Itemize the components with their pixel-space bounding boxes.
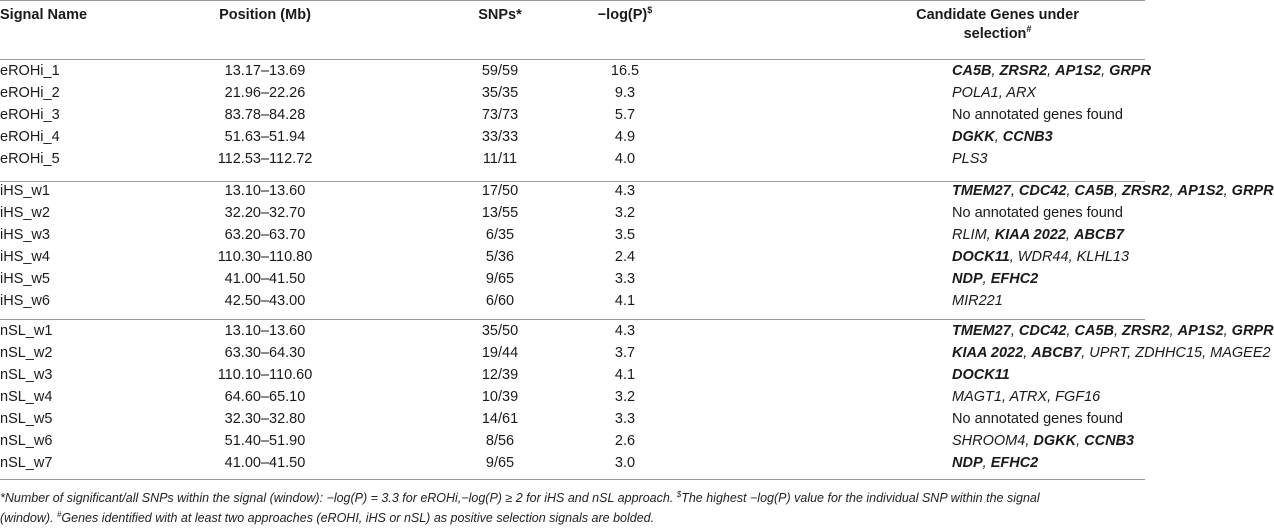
cell-signal-name: eROHi_5 [0,151,60,167]
gene-text: , [1223,323,1232,339]
cell-logp: 4.1 [614,367,636,383]
header-snps: SNPs* [478,7,522,23]
cell-position: 110.10–110.60 [217,367,313,383]
cell-signal-name: iHS_w5 [0,271,50,287]
cell-position: 41.00–41.50 [224,455,306,471]
cell-candidate-genes [952,320,1274,342]
table-footnote [0,488,1145,528]
gene-name-bold: AP1S2 [1055,63,1102,79]
gene-name-bold: CA5B [1074,323,1114,339]
table-row [0,290,1145,312]
gene-name-bold: ZRSR2 [1122,323,1170,339]
header-signal-name: Signal Name [0,7,88,23]
cell-snps: 17/50 [481,183,519,199]
gene-name-bold: GRPR [1109,63,1152,79]
cell-snps: 19/44 [481,345,519,361]
cell-position: 13.10–13.60 [224,183,306,199]
cell-logp: 2.4 [614,249,636,265]
header-genes-sup: # [1026,24,1032,35]
gene-text: MAGT1, ATRX, FGF16 [952,389,1101,405]
cell-signal-name: eROHi_2 [0,85,60,101]
cell-position: 51.63–51.94 [224,129,306,145]
cell-snps: 35/50 [481,323,519,339]
table-row [0,246,1145,268]
table-row [0,408,1145,430]
gene-name-bold: KIAA 2022 [952,345,1024,361]
cell-logp: 3.3 [614,411,636,427]
cell-snps: 5/36 [485,249,515,265]
gene-name-bold: KIAA 2022 [994,227,1066,243]
cell-signal-name: iHS_w3 [0,227,50,243]
cell-snps: 33/33 [481,129,519,145]
gene-name-bold: AP1S2 [1177,183,1224,199]
cell-signal-name: iHS_w2 [0,205,50,221]
cell-signal-name: eROHi_1 [0,63,60,79]
gene-text: , [1169,323,1178,339]
cell-candidate-genes [952,386,1100,408]
cell-position: 112.53–112.72 [217,151,313,167]
gene-text: PLS3 [952,151,988,167]
cell-position: 63.30–64.30 [224,345,306,361]
gene-text: No annotated genes found [952,411,1123,427]
cell-signal-name: iHS_w1 [0,183,50,199]
header-logp-label: −log(P) [597,7,648,23]
cell-candidate-genes [952,408,1123,430]
gene-text: MIR221 [952,293,1003,309]
cell-logp: 4.3 [614,323,636,339]
cell-logp: 9.3 [614,85,636,101]
cell-snps: 73/73 [481,107,519,123]
header-genes-line1: Candidate Genes under [916,7,1079,23]
gene-name-bold: CCNB3 [1002,129,1053,145]
footnote-line1-b: The highest −log(P) value for the individual SNP within the signal [681,491,1040,505]
table-row [0,60,1152,82]
cell-logp: 3.2 [614,205,636,221]
cell-candidate-genes [952,126,1053,148]
gene-text: , [1010,323,1019,339]
gene-name-bold: NDP [952,271,983,287]
footnote-line1-a: *Number of significant/all SNPs within the signal (window): −log(P) = 3.3 for eROHi,−log(P) ≥ 2 for iHS and nSL approach. [0,491,677,505]
cell-position: 42.50–43.00 [224,293,306,309]
header-logp-sup: $ [647,5,653,16]
cell-position: 41.00–41.50 [224,271,306,287]
footnote-line1-sup: $ [676,489,682,499]
cell-logp: 4.0 [614,151,636,167]
footnote-line2-sup: # [56,509,62,519]
table-row [0,342,1271,364]
gene-text: , [1065,227,1074,243]
cell-logp: 4.1 [614,293,636,309]
cell-logp: 5.7 [614,107,636,123]
gene-name-bold: DOCK11 [952,367,1010,383]
cell-position: 21.96–22.26 [224,85,306,101]
gene-name-bold: CCNB3 [1084,433,1135,449]
gene-text: , [1066,323,1075,339]
table-row [0,180,1274,202]
cell-position: 63.20–63.70 [224,227,306,243]
gene-text: No annotated genes found [952,107,1123,123]
table-row [0,202,1145,224]
cell-signal-name: nSL_w3 [0,367,53,383]
gene-name-bold: GRPR [1231,323,1274,339]
table-rule [0,0,1145,1]
table-row [0,430,1145,452]
cell-position: 64.60–65.10 [224,389,306,405]
gene-name-bold: EFHC2 [990,455,1039,471]
cell-snps: 10/39 [481,389,519,405]
cell-snps: 12/39 [481,367,519,383]
cell-signal-name: iHS_w4 [0,249,50,265]
gene-name-bold: EFHC2 [990,271,1039,287]
cell-signal-name: nSL_w5 [0,411,53,427]
gene-text: RLIM [952,227,987,243]
cell-position: 51.40–51.90 [224,433,306,449]
gene-name-bold: NDP [952,455,983,471]
gene-text: , [1076,433,1085,449]
cell-signal-name: nSL_w2 [0,345,53,361]
footnote-line2-b: Genes identified with at least two approaches (eROHI, iHS or nSL) as positive selection signals are bolded. [61,511,655,525]
gene-name-bold: DGKK [1033,433,1077,449]
cell-logp: 3.7 [614,345,636,361]
cell-snps: 9/65 [485,455,515,471]
cell-logp: 4.3 [614,183,636,199]
table-row [0,268,1145,290]
cell-candidate-genes [952,202,1123,224]
gene-text: , [991,63,1000,79]
cell-position: 32.20–32.70 [224,205,306,221]
cell-candidate-genes [952,60,1151,82]
gene-text: , [986,227,995,243]
gene-text: , [982,271,991,287]
cell-signal-name: nSL_w7 [0,455,53,471]
cell-candidate-genes [952,82,1036,104]
cell-candidate-genes [952,452,1038,474]
table-row [0,82,1145,104]
cell-snps: 13/55 [481,205,519,221]
cell-logp: 3.2 [614,389,636,405]
gene-text: SHROOM4 [952,433,1026,449]
cell-position: 13.10–13.60 [224,323,306,339]
cell-snps: 11/11 [482,151,518,167]
gene-name-bold: ZRSR2 [999,63,1048,79]
header-genes-line2: selection [963,26,1027,42]
cell-candidate-genes [952,180,1274,202]
cell-logp: 3.5 [614,227,636,243]
gene-text: , [1113,323,1123,339]
cell-candidate-genes [952,364,1010,386]
table-row [0,224,1145,246]
gene-text: , [1047,63,1056,79]
gene-text: , WDR44, KLHL13 [1009,249,1130,265]
cell-logp: 2.6 [614,433,636,449]
gene-name-bold: CDC42 [1018,323,1067,339]
cell-signal-name: eROHi_4 [0,129,60,145]
cell-logp: 3.0 [614,455,636,471]
cell-position: 13.17–13.69 [224,63,306,79]
gene-text: , [1223,183,1232,199]
cell-snps: 6/35 [485,227,515,243]
cell-signal-name: nSL_w1 [0,323,53,339]
cell-candidate-genes [952,104,1123,126]
cell-snps: 6/60 [485,293,515,309]
cell-logp: 4.9 [614,129,636,145]
gene-name-bold: TMEM27 [952,183,1011,199]
cell-candidate-genes [952,148,987,170]
table-rule [0,479,1145,480]
cell-candidate-genes [952,290,1003,312]
gene-text: , [994,129,1003,145]
cell-position: 83.78–84.28 [224,107,306,123]
gene-name-bold: CDC42 [1018,183,1067,199]
cell-snps: 14/61 [481,411,519,427]
gene-text: , [1169,183,1178,199]
cell-candidate-genes [952,342,1271,364]
gene-text: , [1023,345,1032,361]
gene-name-bold: ABCB7 [1073,227,1124,243]
gene-text: No annotated genes found [952,205,1123,221]
gene-text: , [1010,183,1019,199]
cell-signal-name: eROHi_3 [0,107,60,123]
gene-name-bold: ABCB7 [1031,345,1082,361]
cell-position: 32.30–32.80 [224,411,306,427]
cell-snps: 9/65 [485,271,515,287]
cell-logp: 16.5 [610,63,640,79]
cell-logp: 3.3 [614,271,636,287]
gene-name-bold: DOCK11 [952,249,1010,265]
gene-text: , [982,455,991,471]
cell-candidate-genes [952,246,1129,268]
cell-signal-name: nSL_w6 [0,433,53,449]
table-row [0,148,1145,170]
gene-name-bold: DGKK [952,129,995,145]
gene-text: , [1025,433,1034,449]
gene-text: POLA1, ARX [952,85,1037,101]
cell-snps: 59/59 [481,63,519,79]
table-row [0,104,1145,126]
gene-name-bold: AP1S2 [1177,323,1224,339]
cell-snps: 8/56 [485,433,515,449]
table-row [0,126,1145,148]
cell-candidate-genes [952,430,1134,452]
gene-text: , [1101,63,1110,79]
cell-position: 110.30–110.80 [217,249,313,265]
gene-text: , [1066,183,1075,199]
table-row [0,320,1274,342]
cell-signal-name: nSL_w4 [0,389,53,405]
table-row [0,364,1145,386]
header-logp [560,6,690,25]
cell-snps: 35/35 [481,85,519,101]
gene-text: , UPRT, ZDHHC15, MAGEE2 [1081,345,1271,361]
cell-signal-name: iHS_w6 [0,293,50,309]
gene-name-bold: GRPR [1231,183,1274,199]
table-row [0,452,1145,474]
gene-name-bold: ZRSR2 [1122,183,1170,199]
cell-candidate-genes [952,268,1038,290]
cell-candidate-genes [952,224,1124,246]
footnote-line2-a: (window). [0,511,57,525]
gene-name-bold: CA5B [1074,183,1114,199]
gene-name-bold: CA5B [952,63,992,79]
table-row [0,386,1145,408]
header-genes [850,6,1145,44]
gene-text: , [1113,183,1123,199]
gene-name-bold: TMEM27 [952,323,1011,339]
header-position: Position (Mb) [219,7,311,23]
